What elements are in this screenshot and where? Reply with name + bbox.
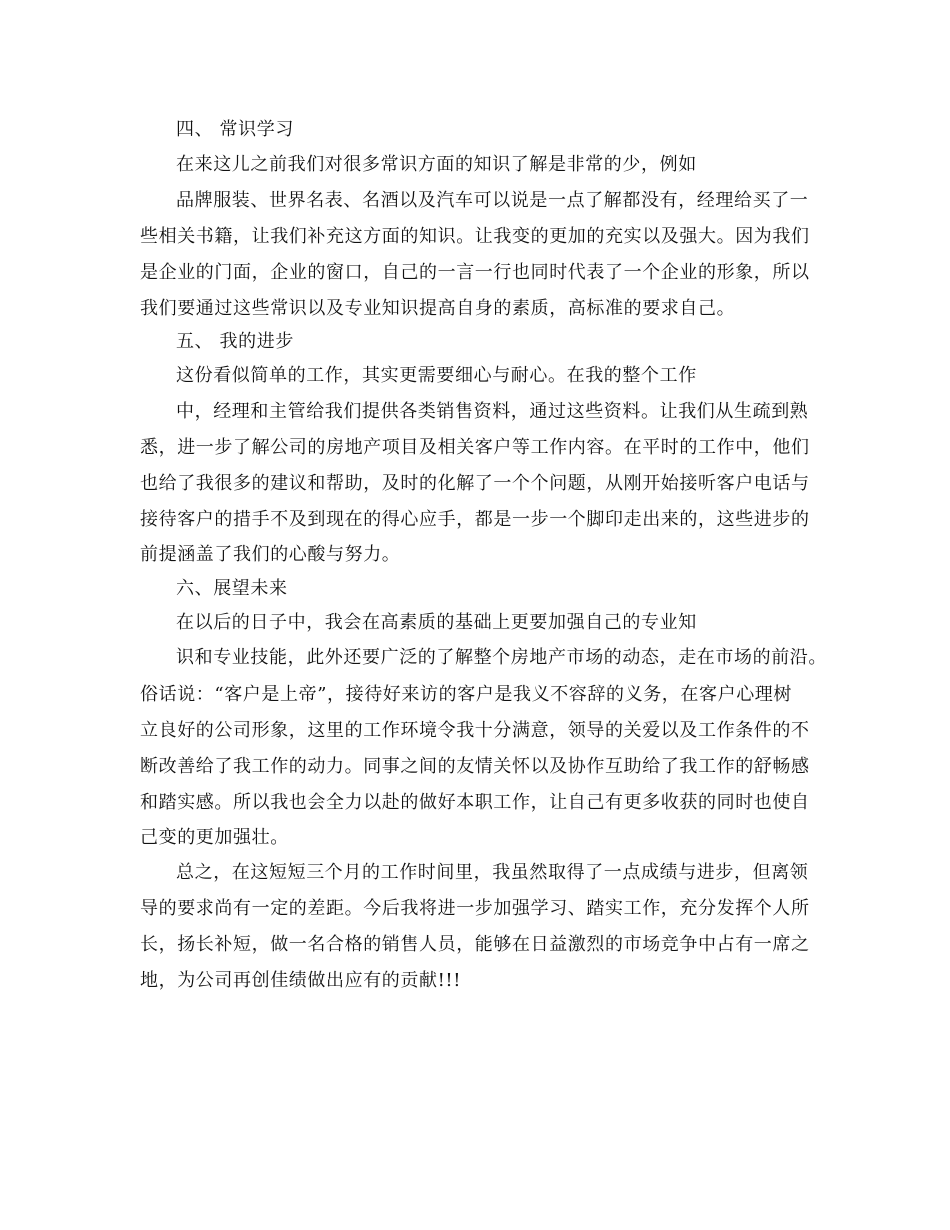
paragraph-line: 这份看似简单的工作，其实更需要细心与耐心。在我的整个工作: [176, 365, 697, 386]
paragraph-line: 悉，进一步了解公司的房地产项目及相关客户等工作内容。在平时的工作中，他们: [140, 437, 810, 458]
paragraph-line: 是企业的门面，企业的窗口，自己的一言一行也同时代表了一个企业的形象，所以: [140, 262, 810, 283]
paragraph-line: 中，经理和主管给我们提供各类销售资料，通过这些资料。让我们从生疏到熟: [176, 401, 809, 422]
paragraph-line: 识和专业技能，此外还要广泛的了解整个房地产市场的动态，走在市场的前沿。: [176, 647, 827, 668]
section-heading-6: 六、展望未来: [176, 578, 288, 599]
paragraph-line: 地，为公司再创佳绩做出应有的贡献!!!: [140, 970, 462, 991]
paragraph-line: 些相关书籍，让我们补充这方面的知识。让我变的更加的充实以及强大。因为我们: [140, 226, 810, 247]
paragraph-line: 总之，在这短短三个月的工作时间里，我虽然取得了一点成绩与进步，但离领: [176, 862, 809, 883]
paragraph-line: 也给了我很多的建议和帮助，及时的化解了一个个问题，从刚开始接听客户电话与: [140, 473, 810, 494]
section-heading-4: 四、 常识学习: [176, 119, 294, 140]
paragraph-line: 和踏实感。所以我也会全力以赴的做好本职工作，让自己有更多收获的同时也使自: [140, 792, 810, 813]
paragraph-line: 导的要求尚有一定的差距。今后我将进一步加强学习、踏实工作，充分发挥个人所: [140, 898, 810, 919]
paragraph-line: 在来这儿之前我们对很多常识方面的知识了解是非常的少，例如: [176, 154, 697, 175]
paragraph-line: 己变的更加强壮。: [140, 827, 289, 848]
paragraph-line: 接待客户的措手不及到现在的得心应手，都是一步一个脚印走出来的，这些进步的: [140, 509, 810, 530]
paragraph-line: 我们要通过这些常识以及专业知识提高自身的素质，高标准的要求自己。: [140, 298, 736, 319]
paragraph-line: 品牌服装、世界名表、名酒以及汽车可以说是一点了解都没有，经理给买了一: [176, 190, 809, 211]
paragraph-line: 在以后的日子中，我会在高素质的基础上更要加强自己的专业知: [176, 612, 697, 633]
paragraph-line: 断改善给了我工作的动力。同事之间的友情关怀以及协作互助给了我工作的舒畅感: [140, 756, 810, 777]
paragraph-line: 俗话说：“客户是上帝”，接待好来访的客户是我义不容辞的义务，在客户心理树: [140, 684, 793, 705]
paragraph-line: 长，扬长补短，做一名合格的销售人员，能够在日益激烈的市场竞争中占有一席之: [140, 934, 810, 955]
section-heading-5: 五、 我的进步: [176, 331, 294, 352]
paragraph-line: 立良好的公司形象，这里的工作环境令我十分满意，领导的关爱以及工作条件的不: [140, 720, 810, 741]
paragraph-line: 前提涵盖了我们的心酸与努力。: [140, 544, 401, 565]
